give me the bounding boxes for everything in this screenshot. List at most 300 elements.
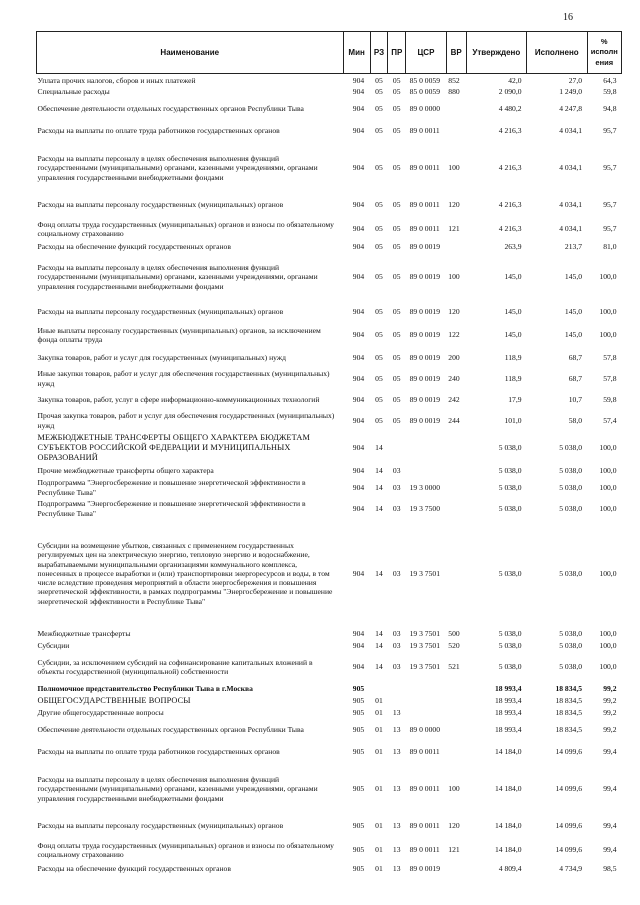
row-pr: 03 [392,466,401,476]
row-name: Межбюджетные трансферты [37,629,131,639]
row-name: Уплата прочих налогов, сборов и иных платежей [37,75,196,85]
row-vr [446,498,466,519]
row-percent: 95,7 [603,224,617,234]
row-pr: 13 [392,724,401,734]
row-approved: 4 216,3 [498,224,522,234]
table-row [37,682,622,695]
row-vr: 244 [448,415,460,425]
row-executed: 18 834,5 [555,724,583,734]
row-executed: 4 034,1 [559,224,583,234]
row-vr: 122 [448,330,460,340]
budget-table [36,31,622,875]
row-percent: 100,0 [599,629,617,639]
row-executed: 145,0 [564,307,583,317]
row-min: 905 [352,696,365,706]
row-executed: 18 834,5 [555,683,583,693]
row-rz: 05 [375,163,383,173]
row-percent: 99,2 [603,724,617,734]
row-percent: 95,7 [603,163,617,173]
row-percent: 100,0 [599,641,617,651]
row-min: 904 [352,568,365,578]
row-pr: 05 [392,330,401,340]
table-row [37,347,622,368]
row-approved: 2 090,0 [498,87,522,97]
row-name: Другие общегосударственные вопросы [37,708,164,718]
row-name: Субсидии, за исключением субсидий на софинансирование капитальных вложений в объекты государственной (муниципальной) собственности [37,657,313,676]
row-pr: 03 [392,662,401,672]
row-approved: 263,9 [504,242,522,252]
row-rz: 05 [375,394,383,404]
header-approved: Утверждено [466,32,526,74]
row-min: 905 [352,708,365,718]
row-vr [446,862,466,875]
row-name: Расходы на выплаты по оплате труда работников государственных органов [37,747,280,757]
table-row [37,86,622,98]
table-row [37,838,622,862]
table-row [37,431,622,465]
row-percent: 64,3 [603,75,617,85]
row-min: 905 [352,863,365,873]
row-pr: 05 [392,373,401,383]
table-row [37,707,622,719]
table-body [37,74,622,875]
row-csr: 89 0 0019 [409,352,440,362]
row-percent: 100,0 [599,503,617,513]
row-name: МЕЖБЮДЖЕТНЫЕ ТРАНСФЕРТЫ ОБЩЕГО ХАРАКТЕРА БЮДЖЕТАМ СУБЪЕКТОВ РОССИЙСКОЙ ФЕДЕРАЦИИ И МУНИЦИПАЛЬНЫХ ОБРАЗОВАНИЙ [37,432,310,463]
row-percent: 99,2 [603,683,617,693]
row-pr: 13 [392,863,401,873]
table-row [37,740,622,764]
row-approved: 118,9 [504,352,522,362]
row-name: Субсидии на возмещение убытков, связанных с применением государственных регулируемых цен на электрическую энергию, тепловую энергию и водоснабжение, вырабатываемыми муниципальными организациями коммунального комплекса, понесенных в процессе выработки и (или) транспортировки энергоресурсов и воды, в том числе вследствие проведения мероприятий в области энергосбережения и повышения энергетической эффективности, в рамках подпрограммы "Энергосбережение и повышение энергетической эффективности в Республике Тыва" [37,541,333,606]
row-vr: 200 [448,352,460,362]
row-vr [446,241,466,253]
row-min: 904 [352,482,365,492]
row-approved: 145,0 [504,307,522,317]
row-percent: 99,2 [603,708,617,718]
row-executed: 5 038,0 [559,443,583,453]
row-pr: 03 [392,503,401,513]
row-name: Фонд оплаты труда государственных (муниципальных) органов и взносы по обязательному социальному страхованию [37,840,334,859]
row-rz: 14 [375,482,383,492]
row-percent: 100,0 [599,482,617,492]
row-pr [388,695,406,707]
row-vr: 521 [448,662,460,672]
row-pr: 05 [392,224,401,234]
row-csr: 89 0 0011 [409,224,440,234]
row-percent: 57,4 [603,415,617,425]
row-min: 904 [352,629,365,639]
table-row [37,814,622,838]
row-executed: 5 038,0 [559,568,583,578]
row-pr: 05 [392,87,401,97]
row-rz: 05 [375,75,383,85]
row-rz: 01 [375,724,383,734]
row-pr: 03 [392,641,401,651]
row-csr: 89 0 0000 [409,724,440,734]
row-name: Расходы на выплаты персоналу в целях обеспечения выполнения функций государственными (муниципальными) органами, казенными учреждениями, органами управления государственными внебюджетными фондами [37,775,318,803]
row-name: Расходы на выплаты персоналу в целях обеспечения выполнения функций государственными (муниципальными) органами, казенными учреждениями, органами управления государственными внебюджетными фондами [37,263,318,291]
table-row [37,498,622,519]
row-executed: 14 099,6 [555,845,583,855]
row-vr: 880 [448,87,460,97]
row-rz: 05 [375,224,383,234]
row-executed: 145,0 [564,272,583,282]
row-min: 904 [352,330,365,340]
row-percent: 95,7 [603,126,617,136]
row-name: Расходы на обеспечение функций государственных органов [37,863,231,873]
row-vr [446,98,466,119]
row-csr: 89 0 0011 [409,747,440,757]
table-header-row [37,32,622,74]
row-name: Подпрограмма "Энергосбережение и повышение энергетической эффективности в Республике Тыва" [37,499,306,518]
row-pr: 03 [392,568,401,578]
row-executed: 5 038,0 [559,503,583,513]
row-approved: 101,0 [504,415,522,425]
row-min: 905 [352,845,365,855]
table-row [37,143,622,193]
row-min: 904 [352,103,365,113]
row-name: Расходы на обеспечение функций государственных органов [37,242,231,252]
row-rz: 05 [375,126,383,136]
row-csr: 85 0 0059 [409,87,440,97]
row-pr: 05 [392,415,401,425]
row-approved: 4 809,4 [498,863,522,873]
row-csr: 19 3 7501 [409,629,440,639]
row-percent: 81,0 [603,242,617,252]
table-row [37,389,622,410]
row-name: Прочая закупка товаров, работ и услуг для обеспечения государственных (муниципальных) нужд [37,411,335,430]
header-name: Наименование [37,32,344,74]
row-approved: 14 184,0 [494,845,522,855]
row-name: Подпрограмма "Энергосбережение и повышение энергетической эффективности в Республике Тыва" [37,478,306,497]
row-percent: 59,8 [603,394,617,404]
header-vr: ВР [446,32,466,74]
row-name: Специальные расходы [37,87,110,97]
row-percent: 99,2 [603,696,617,706]
row-csr: 89 0 0011 [409,784,440,794]
row-rz: 05 [375,415,383,425]
row-pr: 05 [392,352,401,362]
row-rz: 01 [375,696,383,706]
row-approved: 18 993,4 [494,696,522,706]
row-name: Обеспечение деятельности отдельных государственных органов Республики Тыва [37,724,304,734]
row-min: 904 [352,662,365,672]
row-min: 905 [352,683,365,693]
row-percent: 57,8 [603,373,617,383]
row-csr: 89 0 0019 [409,272,440,282]
row-percent: 100,0 [599,307,617,317]
row-csr: 19 3 7501 [409,568,440,578]
row-name: Обеспечение деятельности отдельных государственных органов Республики Тыва [37,103,304,113]
table-row [37,640,622,652]
row-vr [446,740,466,764]
table-row [37,477,622,498]
row-rz: 05 [375,87,383,97]
table-row [37,253,622,301]
row-executed: 10,7 [568,394,583,404]
table-row [37,862,622,875]
row-approved: 4 216,3 [498,200,522,210]
table-row [37,628,622,640]
row-approved: 5 038,0 [498,482,522,492]
row-rz: 01 [375,821,383,831]
row-rz: 14 [375,629,383,639]
row-rz: 14 [375,503,383,513]
row-pr [388,431,406,465]
row-executed: 5 038,0 [559,482,583,492]
row-percent: 98,5 [603,863,617,873]
row-vr [446,431,466,465]
table-row [37,301,622,323]
row-min: 904 [352,443,365,453]
row-executed: 14 099,6 [555,784,583,794]
row-csr: 89 0 0019 [409,373,440,383]
table-row [37,519,622,628]
row-executed: 68,7 [568,352,583,362]
row-approved: 5 038,0 [498,443,522,453]
row-rz: 01 [375,784,383,794]
row-vr [446,519,466,628]
row-csr [406,431,447,465]
row-csr: 19 3 7501 [409,641,440,651]
row-pr: 13 [392,821,401,831]
row-csr: 85 0 0059 [409,75,440,85]
table-row [37,465,622,477]
row-executed: 5 038,0 [559,641,583,651]
row-executed: 58,0 [568,415,583,425]
table-row [37,323,622,347]
row-vr: 100 [448,163,460,173]
row-csr: 89 0 0011 [409,821,440,831]
row-pr: 05 [392,394,401,404]
row-approved: 14 184,0 [494,821,522,831]
table-row [37,98,622,119]
row-rz: 14 [375,641,383,651]
row-pr: 05 [392,307,401,317]
row-csr: 89 0 0019 [409,242,440,252]
row-vr [446,119,466,143]
header-executed: Исполнено [527,32,587,74]
header-csr: ЦСР [406,32,447,74]
row-pr: 13 [392,784,401,794]
row-name: Прочие межбюджетные трансферты общего характера [37,466,214,476]
row-min: 904 [352,242,365,252]
row-executed: 4 034,1 [559,200,583,210]
row-executed: 4 734,9 [559,863,583,873]
row-approved: 5 038,0 [498,662,522,672]
row-min: 904 [352,75,365,85]
row-min: 904 [352,307,365,317]
header-min: Мин [343,32,370,74]
row-rz: 05 [375,200,383,210]
row-approved: 145,0 [504,272,522,282]
row-rz: 14 [375,662,383,672]
row-rz: 05 [375,272,383,282]
row-approved: 4 480,2 [498,103,522,113]
row-name: Фонд оплаты труда государственных (муниципальных) органов и взносы по обязательному социальному страхованию [37,219,334,238]
row-percent: 95,7 [603,200,617,210]
row-min: 904 [352,87,365,97]
row-pr: 03 [392,629,401,639]
row-pr: 03 [392,482,401,492]
row-csr [406,465,447,477]
row-percent: 57,8 [603,352,617,362]
row-percent: 100,0 [599,443,617,453]
row-executed: 18 834,5 [555,696,583,706]
row-pr: 05 [392,242,401,252]
row-rz: 05 [375,103,383,113]
row-executed: 4 247,8 [559,103,583,113]
row-approved: 5 038,0 [498,568,522,578]
row-vr [446,719,466,740]
row-percent: 100,0 [599,330,617,340]
row-name: Полномочное представительство Республики Тыва в г.Москва [37,683,253,693]
row-min: 904 [352,352,365,362]
row-min: 904 [352,466,365,476]
row-rz: 01 [375,747,383,757]
row-vr: 520 [448,641,460,651]
row-min: 905 [352,821,365,831]
row-vr: 121 [448,845,460,855]
row-approved: 118,9 [504,373,522,383]
row-min: 904 [352,373,365,383]
row-min: 904 [352,272,365,282]
table-row [37,764,622,814]
header-pr: ПР [388,32,406,74]
row-executed: 18 834,5 [555,708,583,718]
row-vr [446,465,466,477]
row-approved: 5 038,0 [498,629,522,639]
row-csr [406,682,447,695]
row-name: Расходы на выплаты персоналу государственных (муниципальных) органов [37,821,284,831]
row-vr: 852 [448,75,460,85]
table-row [37,410,622,431]
table-row [37,119,622,143]
row-approved: 18 993,4 [494,683,522,693]
row-pr: 05 [392,126,401,136]
row-csr: 89 0 0019 [409,307,440,317]
table-row [37,652,622,682]
row-min: 905 [352,724,365,734]
row-executed: 213,7 [564,242,583,252]
page-number: 16 [563,12,573,23]
row-approved: 5 038,0 [498,503,522,513]
row-percent: 99,4 [603,821,617,831]
row-rz: 14 [375,443,383,453]
row-executed: 4 034,1 [559,163,583,173]
row-name: Расходы на выплаты по оплате труда работников государственных органов [37,126,280,136]
row-approved: 4 216,3 [498,126,522,136]
row-pr: 05 [392,272,401,282]
row-executed: 145,0 [564,330,583,340]
row-name: Иные выплаты персоналу государственных (муниципальных) органов, за исключением фонда оплаты труда [37,325,321,344]
row-rz: 01 [375,845,383,855]
row-rz: 14 [375,466,383,476]
row-rz: 01 [375,708,383,718]
row-vr [446,695,466,707]
row-vr: 120 [448,307,460,317]
row-name: Закупка товаров, работ и услуг для государственных (муниципальных) нужд [37,352,286,362]
row-executed: 5 038,0 [559,662,583,672]
row-percent: 99,4 [603,747,617,757]
row-approved: 18 993,4 [494,708,522,718]
row-name: Субсидии [37,641,70,651]
row-executed: 1 249,0 [559,87,583,97]
row-csr [406,707,447,719]
row-executed: 27,0 [568,75,583,85]
row-csr: 89 0 0011 [409,126,440,136]
row-pr: 13 [392,747,401,757]
row-csr: 89 0 0011 [409,845,440,855]
row-min: 904 [352,641,365,651]
row-approved: 18 993,4 [494,724,522,734]
row-name: Иные закупки товаров, работ и услуг для обеспечения государственных (муниципальных) нужд [37,369,330,388]
row-approved: 14 184,0 [494,747,522,757]
row-approved: 14 184,0 [494,784,522,794]
row-vr [446,477,466,498]
row-executed: 4 034,1 [559,126,583,136]
row-min: 904 [352,200,365,210]
row-vr: 100 [448,272,460,282]
row-pr: 05 [392,163,401,173]
row-pr [388,682,406,695]
row-pr: 05 [392,75,401,85]
row-min: 904 [352,126,365,136]
row-csr: 19 3 7500 [409,503,440,513]
row-percent: 59,8 [603,87,617,97]
table-row [37,217,622,241]
row-min: 905 [352,747,365,757]
row-rz [370,682,388,695]
row-executed: 14 099,6 [555,821,583,831]
row-executed: 14 099,6 [555,747,583,757]
row-percent: 100,0 [599,272,617,282]
row-rz: 05 [375,352,383,362]
row-min: 904 [352,224,365,234]
table-row [37,241,622,253]
row-approved: 4 216,3 [498,163,522,173]
header-percent: % исполн ения [587,32,621,74]
row-percent: 94,8 [603,103,617,113]
row-vr [446,707,466,719]
row-rz: 01 [375,863,383,873]
row-executed: 5 038,0 [559,629,583,639]
row-rz: 05 [375,307,383,317]
header-rz: РЗ [370,32,388,74]
row-vr [446,682,466,695]
row-csr: 89 0 0011 [409,200,440,210]
row-executed: 68,7 [568,373,583,383]
row-rz: 05 [375,330,383,340]
row-vr: 120 [448,200,460,210]
table-row [37,719,622,740]
row-approved: 145,0 [504,330,522,340]
row-name: ОБЩЕГОСУДАРСТВЕННЫЕ ВОПРОСЫ [37,695,191,705]
table-row [37,74,622,86]
row-csr: 89 0 0019 [409,394,440,404]
row-percent: 100,0 [599,662,617,672]
row-vr: 242 [448,394,460,404]
row-vr: 240 [448,373,460,383]
row-percent: 99,4 [603,784,617,794]
row-vr: 121 [448,224,460,234]
row-csr: 89 0 0019 [409,330,440,340]
row-min: 905 [352,784,365,794]
row-rz: 05 [375,242,383,252]
table-row [37,368,622,389]
row-vr: 100 [448,784,460,794]
